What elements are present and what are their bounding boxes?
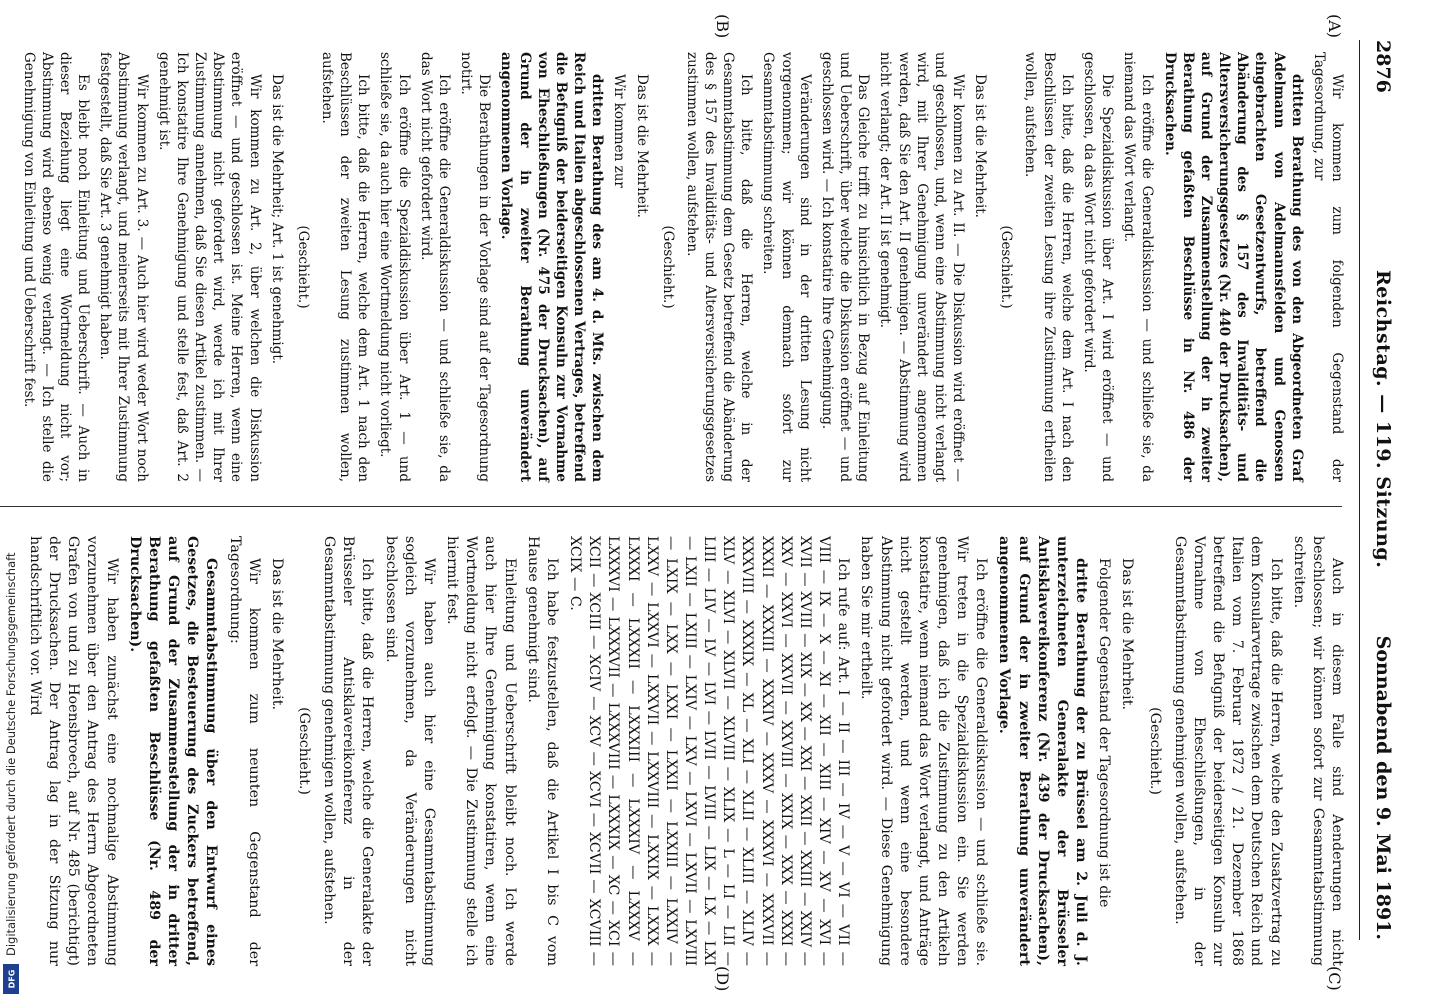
paragraph: Ich bitte, daß die Herren, welche dem Art. I nach den Beschlüssen der zweiten Lesung ihre Zustimmung ertheilen wollen, aufstehen. [1022, 52, 1075, 482]
paragraph: Es bleibt noch Einleitung und Ueberschrift. — Auch in dieser Beziehung liegt eine Wortmeldung nicht vor; Abstimmung wird ebenso wenig verlangt. — Ich stelle die Genehmigung von Einleitung und Ueberschrift fest. [20, 52, 92, 482]
margin-mark-c: (C) [1325, 966, 1344, 991]
paragraph: Veränderungen sind in der dritten Lesung nicht vorgenommen; wir können demnach sofort zur Gesammtabstimmung schreiten. [760, 52, 813, 482]
paragraph: Ich bitte, daß die Herren, welche in der Gesammtabstimmung dem Gesetz betreffend die Abänderung des § 157 des Invaliditäts- und Altersversicherungsgesetzes zustimmen wollen, aufstehen. [683, 52, 755, 482]
paragraph: Wir kommen zu Art. 3. — Auch hier wird weder Wort noch Abstimmung verlangt, und meinerseits mit Ihrer Zustimmung festgestellt, daß Sie Art. 3 genehmigt haben. [97, 52, 150, 482]
session-date: Sonnabend den 9. Mai 1891. [1372, 635, 1394, 940]
paragraph: Folgender Gegenstand der Tagesordnung ist die [1096, 558, 1113, 908]
paragraph: Die Spezialdiskussion über Art. I wird eröffnet — und geschlossen, da das Wort nicht gefordert wird. [1080, 52, 1116, 482]
paragraph: Wir haben zunächst eine nochmalige Abstimmung vorzunehmen über den Antrag des Herrn Abgeordneten Grafen von und zu Hoensbroech, auf Nr. 485 (berichtigt) der Drucksachen. Der Antrag lag in der Sitzung nur handschriftlich vor. Wird [27, 536, 120, 966]
margin-mark-a: (A) [1325, 14, 1344, 39]
paragraph: Wir kommen zur [611, 74, 628, 188]
stage-direction: (Geschieht.) [294, 225, 311, 309]
stage-direction: (Geschieht.) [296, 707, 313, 795]
left-column [16, 52, 1346, 482]
header-rule [1359, 40, 1360, 940]
column-separator [0, 506, 1342, 507]
paragraph: Wir kommen zum neunten Gegenstand der Tagesordnung: [226, 536, 262, 966]
paragraph: Das ist die Mehrheit. [633, 74, 650, 218]
paragraph: Das ist die Mehrheit; Art. 1 ist genehmigt. [268, 74, 285, 365]
paragraph: Ich eröffne die Generaldiskussion — und schließe sie. Wir treten in die Spezialdiskussion ein. Sie werden genehmigen, daß ich die Zustimmung zu den Artikeln konstatire, wenn niemand das Wort verlangt, und Anträge nicht gestellt werden, und wenn eine besondere Abstimmung nicht gefordert wird. — Diese Genehmigung haben Sie mir ertheilt. [858, 536, 990, 966]
stage-direction: (Geschieht.) [659, 225, 676, 309]
credit-text: Digitalisierung gefördert durch die Deutsche Forschungsgemeinschaft [4, 552, 18, 956]
margin-mark-d: (D) [713, 966, 732, 992]
paragraph: Das Gleiche trifft zu hinsichtlich in Bezug auf Einleitung und Ueberschrift, über welche die Diskussion eröffnet — und geschlossen wird. — Ich konstatire Ihre Genehmigung. [818, 52, 872, 482]
paragraph: Ich bitte, daß die Herren, welche die Generalakte der Brüsseler Antisklavereikonferenz in der Gesammtabstimmung genehmigen wollen, aufstehen. [321, 536, 376, 966]
paragraph: Das ist die Mehrheit. [1119, 558, 1136, 710]
page-number: 2876 [1372, 40, 1394, 93]
page-title: Reichstag. — 119. Sitzung. [1372, 270, 1394, 569]
paragraph: Wir kommen zu Art. 2, über welchen die Diskussion eröffnet — und geschlossen ist. Meine Herren, wenn eine Abstimmung nicht gefordert wird, werde ich mit Ihrer Zustimmung annehmen, daß Sie diesen Artikel zustimmen. — Ich konstatire Ihre Genehmigung und stelle fest, daß Art. 2 genehmigt ist. [155, 52, 263, 482]
paragraph: Auch in diesem Falle sind Aenderungen nicht beschlossen; wir können sofort zur Gesammtabstimmung schreiten. [1290, 536, 1345, 966]
dfg-logo-icon [3, 964, 19, 994]
paragraph: Wir kommen zum folgenden Gegenstand der Tagesordnung, zur [1310, 52, 1345, 482]
digitization-credit [0, 552, 24, 1000]
paragraph: Ich bitte, daß die Herren, welche den Zusatzvertrag zu dem Konsularvertrage zwischen dem Deutschen Reich und Italien vom 7. Februar 1872 / 21. Dezember 1868 betreffend die Befugniß der beiderseitigen Konsuln zur Vornahme von Eheschließungen, in der Gesammtabstimmung genehmigen wollen, aufstehen. [1171, 536, 1284, 966]
paragraph: Ich bitte, daß die Herren, welche dem Art. 1 nach den Beschlüssen der zweiten Lesung zustimmen wollen, aufstehen. [319, 52, 372, 482]
agenda-item: Gesammtabstimmung über den Entwurf eines Gesetzes, die Besteuerung des Zuckers betreffend, auf Grund der Zusammenstellung der in dritter Berathung gefaßten Beschlüsse (Nr. 489 der Drucksachen). [126, 536, 220, 966]
margin-mark-b: (B) [713, 14, 732, 39]
paragraph: Ich eröffne die Generaldiskussion — und schließe sie, da das Wort nicht gefordert wird. [417, 52, 452, 482]
paragraph: Die Berathungen in der Vorlage sind auf der Tagesordnung notirt. [458, 52, 493, 482]
paragraph: Wir kommen zu Art. II. — Die Diskussion wird eröffnet — und geschlossen, und, wenn eine Abstimmung nicht verlangt wird, mit Ihrer Genehmigung unverändert angenommen werden, daß Sie den Art. II genehmigen. — Abstimmung wird nicht verlangt; der Art. II ist genehmigt. [877, 52, 967, 482]
paragraph: Einleitung und Ueberschrift bleibt noch. Ich werde auch hier Ihre Genehmigung konstatiren, wenn eine Wortmeldung nicht erfolgt. — Die Zustimmung stelle ich hiermit fest. [444, 536, 518, 966]
paragraph: Ich eröffne die Spezialdiskussion über Art. 1 — und schließe sie, da auch hier eine Wortmeldung nicht vorliegt. [377, 52, 412, 482]
paragraph: Das ist die Mehrheit. [972, 74, 989, 218]
paragraph: Ich rufe auf: Art. I — II — III — IV — V — VI — VII — VIII — IX — X — XI — XII — XIII — XIV — XV — XVI — XVII — XVIII — XIX — XX — XXI — XXII — XXIII — XXIV — XXV — XXVI — XXVII — XXVIII — XXIX — XXX — XXXI — XXXII — XXXIII — XXXIV — XXXV — XXXVI — XXXVII — XXXVIII — XXXIX — XL — XLI — XLII — XLIII — XLIV — XLV — XLVI — XLVII — XLVIII — XLIX — L — LI — LII — LIII — LIV — LV — LVI — LVII — LVIII — LIX — LX — LXI — LXII — LXIII — LXIV — LXV — LXVI — LXVII — LXVIII — LXIX — LXX — LXXI — LXXII — LXXIII — LXXIV — LXXV — LXXVI — LXXVII — LXXVIII — LXXIX — LXXX — LXXXI — LXXXII — LXXXIII — LXXXIV — LXXXV — LXXXVI — LXXXVII — LXXXVIII — LXXXIX — XC — XCI — XCII — XCIII — XCIV — XCV — XCVI — XCVII — XCVIII — XCIX — C. [567, 536, 852, 966]
paragraph: Das ist die Mehrheit. [268, 558, 285, 710]
paragraph: Ich eröffne die Generaldiskussion — und schließe sie, da niemand das Wort verlangt. [1121, 52, 1156, 482]
agenda-item: dritten Berathung des am 4. d. Mts. zwischen dem Reich und Italien abgeschlossenen Vertrages, betreffend die Befugniß der beiderseitigen Konsuln zur Vornahme von Eheschließungen (Nr. 475 der Drucksachen), auf Grund der in zweiter Berathung unverändert angenommenen Vorlage. [498, 52, 606, 482]
stage-direction: (Geschieht.) [998, 225, 1015, 309]
agenda-item: dritte Berathung der zu Brüssel am 2. Juli d. J. unterzeichneten Generalakte der Brüsseler Antisklavereikonferenz (Nr. 439 der Drucksachen), auf Grund der in zweiter Berathung unverändert angenommenen Vorlage. [996, 536, 1090, 966]
right-column [21, 536, 1346, 966]
page-header [1358, 40, 1398, 940]
paragraph: Ich habe festzustellen, daß die Artikel I bis C vom Hause genehmigt sind. [524, 536, 560, 966]
stage-direction: (Geschieht.) [1146, 707, 1163, 795]
agenda-item: dritten Berathung des von den Abgeordneten Graf Adelmann von Adelmannsfelden und Genossen eingebrachten Gesetzentwurfs, betreffend die Abänderung des § 157 des Invaliditäts- und Altersversicherungsgesetzes (Nr. 440 der Drucksachen), auf Grund der Zusammenstellung der in zweiter Berathung gefaßten Beschlüsse in Nr. 486 der Drucksachen. [1161, 52, 1305, 482]
dfg-logo-text: DFG [7, 969, 17, 989]
paragraph: Wir haben auch hier eine Gesammtabstimmung sogleich vorzunehmen, da Veränderungen nicht beschlossen sind. [382, 536, 437, 966]
